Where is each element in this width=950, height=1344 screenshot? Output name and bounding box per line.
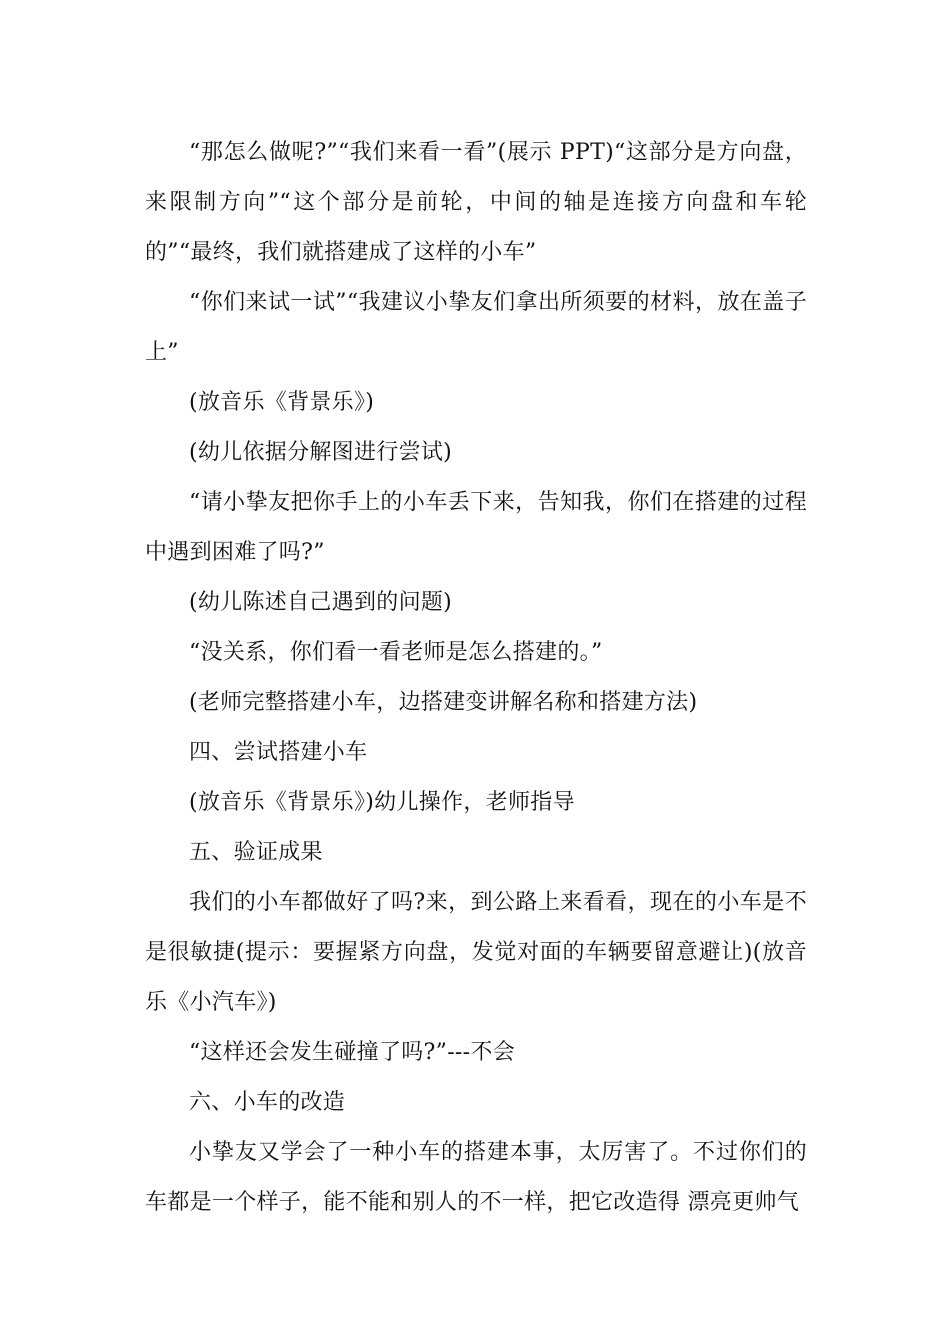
- paragraph-8: (老师完整搭建小车，边搭建变讲解名称和搭建方法): [189, 690, 698, 715]
- paragraph-12: 我们的小车都做好了吗?来，到公路上来看看，现在的小车是不是很敏捷(提示：要握紧方向盘，发觉对面的车辆要留意避让)(放音乐《小汽车》): [145, 890, 807, 1015]
- section-heading-4: 四、尝试搭建小车: [189, 740, 368, 765]
- paragraph-6: (幼儿陈述自己遇到的问题): [189, 590, 453, 615]
- section-heading-5: 五、验证成果: [189, 840, 323, 865]
- paragraph-4: (幼儿依据分解图进行尝试): [189, 440, 453, 465]
- paragraph-13: “这样还会发生碰撞了吗?”---不会: [189, 1040, 515, 1065]
- paragraph-2: “你们来试一试”“我建议小挚友们拿出所须要的材料，放在盖子上”: [145, 290, 807, 365]
- paragraph-7: “没关系，你们看一看老师是怎么搭建的。”: [189, 640, 603, 665]
- paragraph-1: “那怎么做呢?”“我们来看一看”(展示 PPT)“这部分是方向盘，来限制方向”“这个部分是前轮，中间的轴是连接方向盘和车轮的”“最终，我们就搭建成了这样的小车”: [145, 140, 807, 265]
- paragraph-5: “请小挚友把你手上的小车丢下来，告知我，你们在搭建的过程中遇到困难了吗?”: [145, 490, 807, 565]
- paragraph-15: 小挚友又学会了一种小车的搭建本事，太厉害了。不过你们的车都是一个样子，能不能和别人的不一样，把它改造得 漂亮更帅气: [145, 1140, 807, 1215]
- document-body: [145, 128, 807, 1228]
- paragraph-10: (放音乐《背景乐》)幼儿操作，老师指导: [189, 790, 575, 815]
- paragraph-3: (放音乐《背景乐》): [189, 390, 375, 415]
- section-heading-6: 六、小车的改造: [189, 1090, 346, 1115]
